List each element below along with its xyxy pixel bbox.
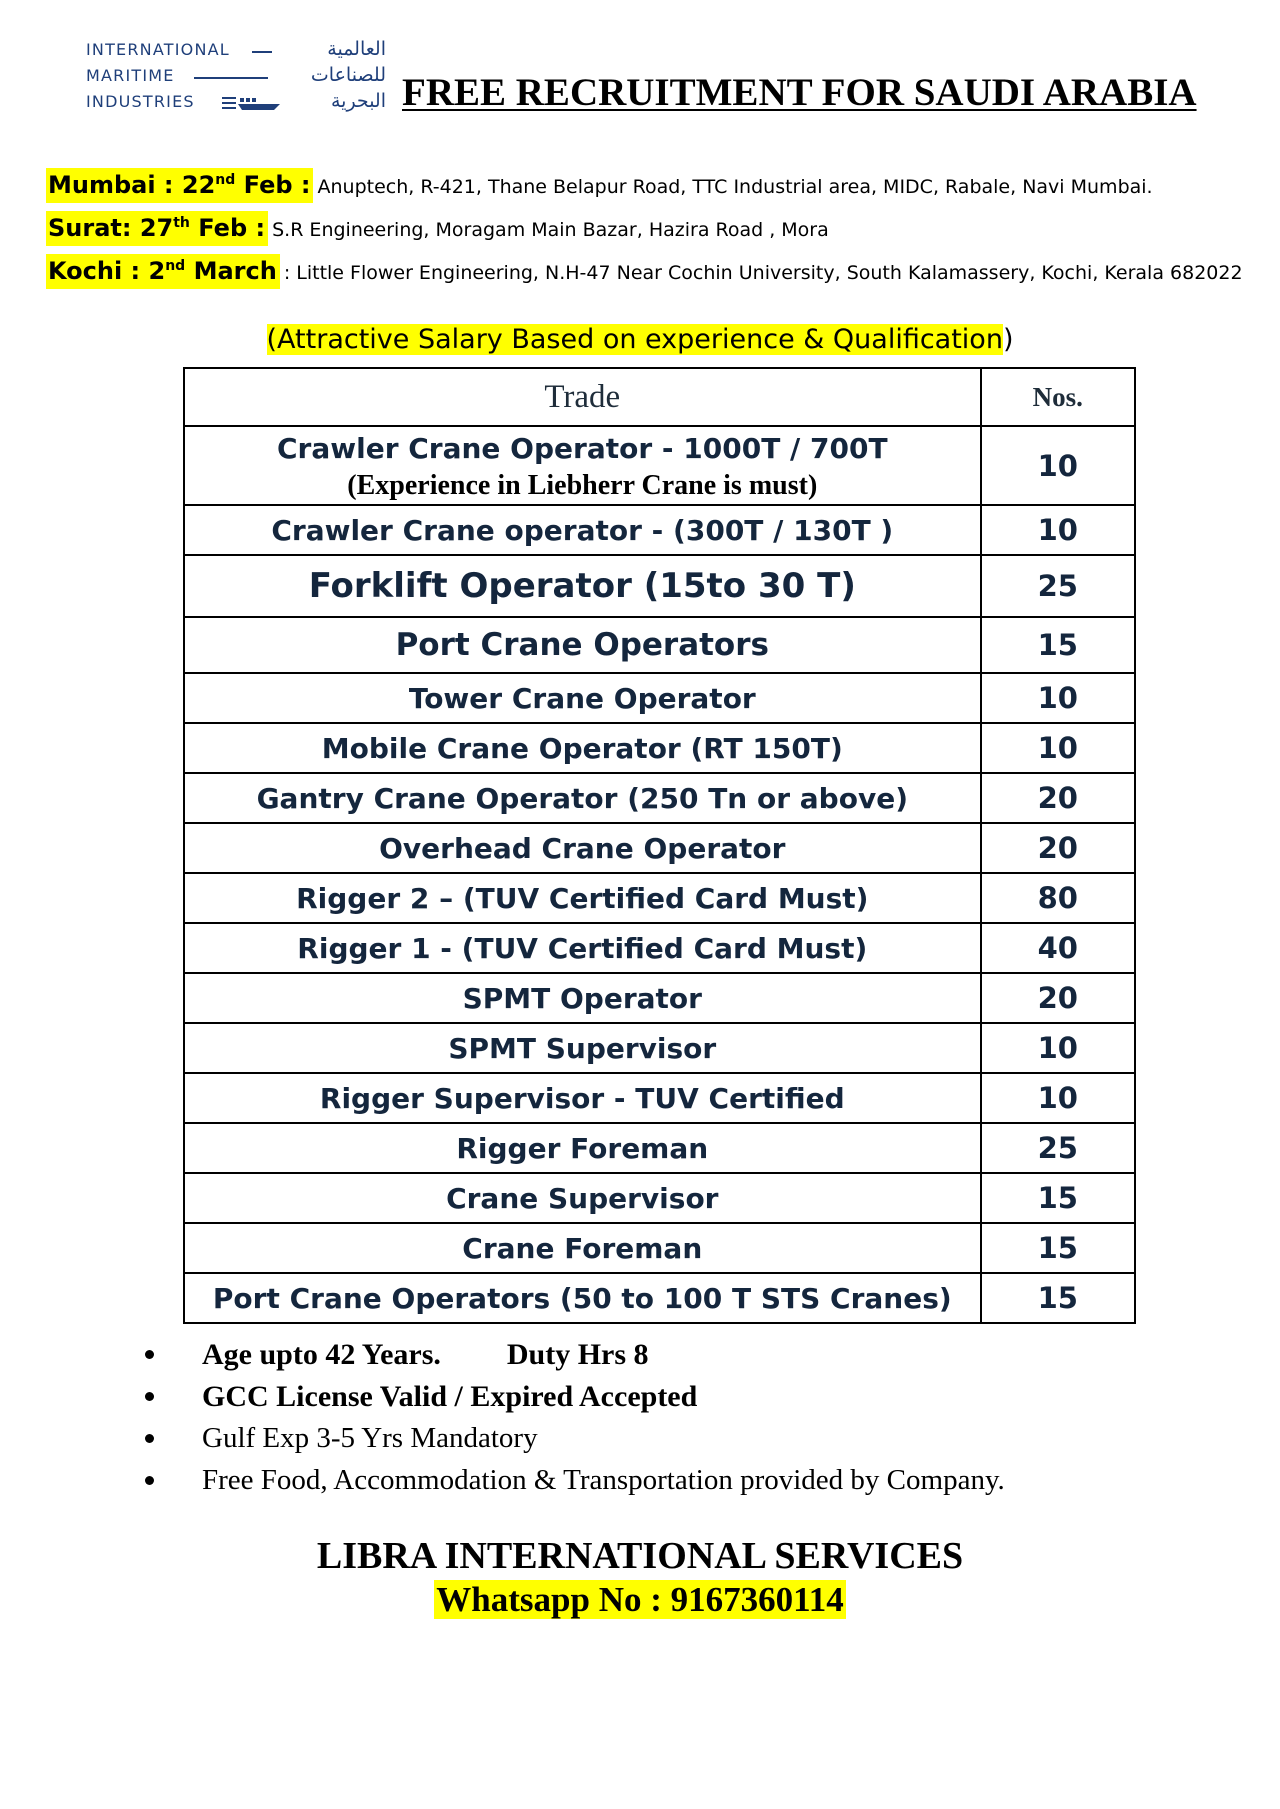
venue-city-date: Kochi : 2 <box>48 257 166 285</box>
venue-date-tail: Feb : <box>189 214 266 242</box>
table-row <box>184 1123 1135 1173</box>
venue-date-tail: March <box>185 257 277 285</box>
nos-cell: 10 <box>981 505 1135 555</box>
trade-cell: SPMT Supervisor <box>184 1023 981 1073</box>
nos-cell: 15 <box>981 1273 1135 1323</box>
bullet-dot <box>145 1476 154 1485</box>
nos-cell: 25 <box>981 555 1135 617</box>
list-item <box>142 1464 1005 1506</box>
nos-cell: 25 <box>981 1123 1135 1173</box>
venue-mumbai <box>46 168 1266 211</box>
venue-date-highlight <box>46 211 268 246</box>
bullet-dot <box>145 1434 154 1443</box>
venue-kochi <box>46 254 1266 297</box>
nos-cell: 20 <box>981 773 1135 823</box>
table-row <box>184 555 1135 617</box>
trade-cell: Rigger 2 – (TUV Certified Card Must) <box>184 873 981 923</box>
table-row <box>184 426 1135 505</box>
venue-city-date: Surat: 27 <box>48 214 174 242</box>
list-item <box>142 1422 1005 1464</box>
table-row <box>184 617 1135 673</box>
salary-note <box>0 322 1280 358</box>
trade-cell: Rigger 1 - (TUV Certified Card Must) <box>184 923 981 973</box>
agency-name: LIBRA INTERNATIONAL SERVICES <box>316 1535 964 1577</box>
venue-address: : Little Flower Engineering, N.H-47 Near Cochin University, South Kalamassery, Kochi, Kerala 682022 <box>283 262 1243 284</box>
nos-cell: 15 <box>981 1173 1135 1223</box>
bullet-dot <box>145 1392 154 1401</box>
trade-cell: Tower Crane Operator <box>184 673 981 723</box>
logo-arabic-3: البحرية <box>330 90 386 112</box>
venue-city-date: Mumbai : 22 <box>48 171 216 199</box>
interview-venues <box>46 168 1266 297</box>
whatsapp-number: Whatsapp No : 9167360114 <box>436 1580 844 1619</box>
table-row <box>184 1273 1135 1323</box>
venue-date-highlight <box>46 168 313 203</box>
company-logo <box>86 38 386 118</box>
trade-cell: Port Crane Operators <box>184 617 981 673</box>
logo-text-industries: INDUSTRIES <box>86 92 195 111</box>
logo-row-1 <box>86 40 386 64</box>
nos-cell: 40 <box>981 923 1135 973</box>
trade-cell: SPMT Operator <box>184 973 981 1023</box>
logo-arabic-1: العالمية <box>327 38 386 60</box>
logo-arabic-2: للصناعات <box>310 64 386 86</box>
nos-cell: 20 <box>981 973 1135 1023</box>
nos-cell: 10 <box>981 426 1135 505</box>
duty-hours: Duty Hrs 8 <box>506 1338 649 1371</box>
bullet-dot <box>145 1350 154 1359</box>
trade-cell: Mobile Crane Operator (RT 150T) <box>184 723 981 773</box>
trade-cell: Rigger Supervisor - TUV Certified <box>184 1073 981 1123</box>
ship-icon <box>222 95 282 111</box>
trade-cell: Overhead Crane Operator <box>184 823 981 873</box>
list-item <box>142 1338 1005 1380</box>
trade-note: (Experience in Liebherr Crane is must) <box>347 469 818 501</box>
trade-cell: Crane Foreman <box>184 1223 981 1273</box>
column-header-trade: Trade <box>184 368 981 426</box>
trade-cell: Gantry Crane Operator (250 Tn or above) <box>184 773 981 823</box>
salary-paren-close: ) <box>1002 324 1014 355</box>
table-row <box>184 1023 1135 1073</box>
date-suffix: nd <box>165 258 186 274</box>
table-row <box>184 1223 1135 1273</box>
age-requirement: Age upto 42 Years. <box>202 1338 441 1371</box>
venue-date-highlight <box>46 254 280 289</box>
page-title: FREE RECRUITMENT FOR SAUDI ARABIA <box>402 71 1197 114</box>
logo-row-2 <box>86 66 386 90</box>
date-suffix: th <box>173 215 190 231</box>
logo-rule <box>194 77 268 79</box>
date-suffix: nd <box>215 172 236 188</box>
table-row <box>184 1073 1135 1123</box>
list-item <box>142 1380 1005 1422</box>
venue-address: S.R Engineering, Moragam Main Bazar, Hazira Road , Mora <box>272 219 829 241</box>
venue-address: Anuptech, R-421, Thane Belapur Road, TTC Industrial area, MIDC, Rabale, Navi Mumbai. <box>317 176 1153 198</box>
nos-cell: 80 <box>981 873 1135 923</box>
logo-text-international: INTERNATIONAL <box>86 40 230 59</box>
trade-cell: Forklift Operator (15to 30 T) <box>184 555 981 617</box>
table-row <box>184 1173 1135 1223</box>
requirements-list <box>142 1338 1005 1506</box>
column-header-nos: Nos. <box>981 368 1135 426</box>
gulf-experience: Gulf Exp 3-5 Yrs Mandatory <box>202 1422 538 1454</box>
table-row <box>184 723 1135 773</box>
nos-cell: 10 <box>981 1073 1135 1123</box>
salary-paren-open: ( <box>266 324 278 355</box>
table-row <box>184 505 1135 555</box>
gcc-license: GCC License Valid / Expired Accepted <box>202 1380 698 1413</box>
nos-cell: 10 <box>981 673 1135 723</box>
nos-cell: 20 <box>981 823 1135 873</box>
table-row <box>184 973 1135 1023</box>
trade-cell: Crane Supervisor <box>184 1173 981 1223</box>
salary-highlight <box>267 324 1003 355</box>
free-benefits: Free Food, Accommodation & Transportation provided by Company. <box>202 1464 1005 1496</box>
logo-rule <box>252 51 272 53</box>
nos-cell: 10 <box>981 1023 1135 1073</box>
trade-cell: Rigger Foreman <box>184 1123 981 1173</box>
venue-date-tail: Feb : <box>235 171 311 199</box>
nos-cell: 15 <box>981 1223 1135 1273</box>
trade-cell: Port Crane Operators (50 to 100 T STS Cranes) <box>184 1273 981 1323</box>
table-row <box>184 873 1135 923</box>
table-header-row <box>184 368 1135 426</box>
table-row <box>184 823 1135 873</box>
trade-cell: Crawler Crane operator - (300T / 130T ) <box>184 505 981 555</box>
table-row <box>184 673 1135 723</box>
trade-cell <box>184 426 981 505</box>
nos-cell: 10 <box>981 723 1135 773</box>
venue-surat <box>46 211 1266 254</box>
salary-text: Attractive Salary Based on experience & Qualification <box>277 324 1003 355</box>
logo-text-maritime: MARITIME <box>86 66 175 85</box>
nos-cell: 15 <box>981 617 1135 673</box>
table-row <box>184 773 1135 823</box>
logo-row-3 <box>86 92 386 116</box>
table-row <box>184 923 1135 973</box>
whatsapp-contact <box>0 1580 1280 1620</box>
trades-table <box>183 367 1136 1324</box>
trade-name: Crawler Crane Operator - 1000T / 700T <box>276 431 888 465</box>
